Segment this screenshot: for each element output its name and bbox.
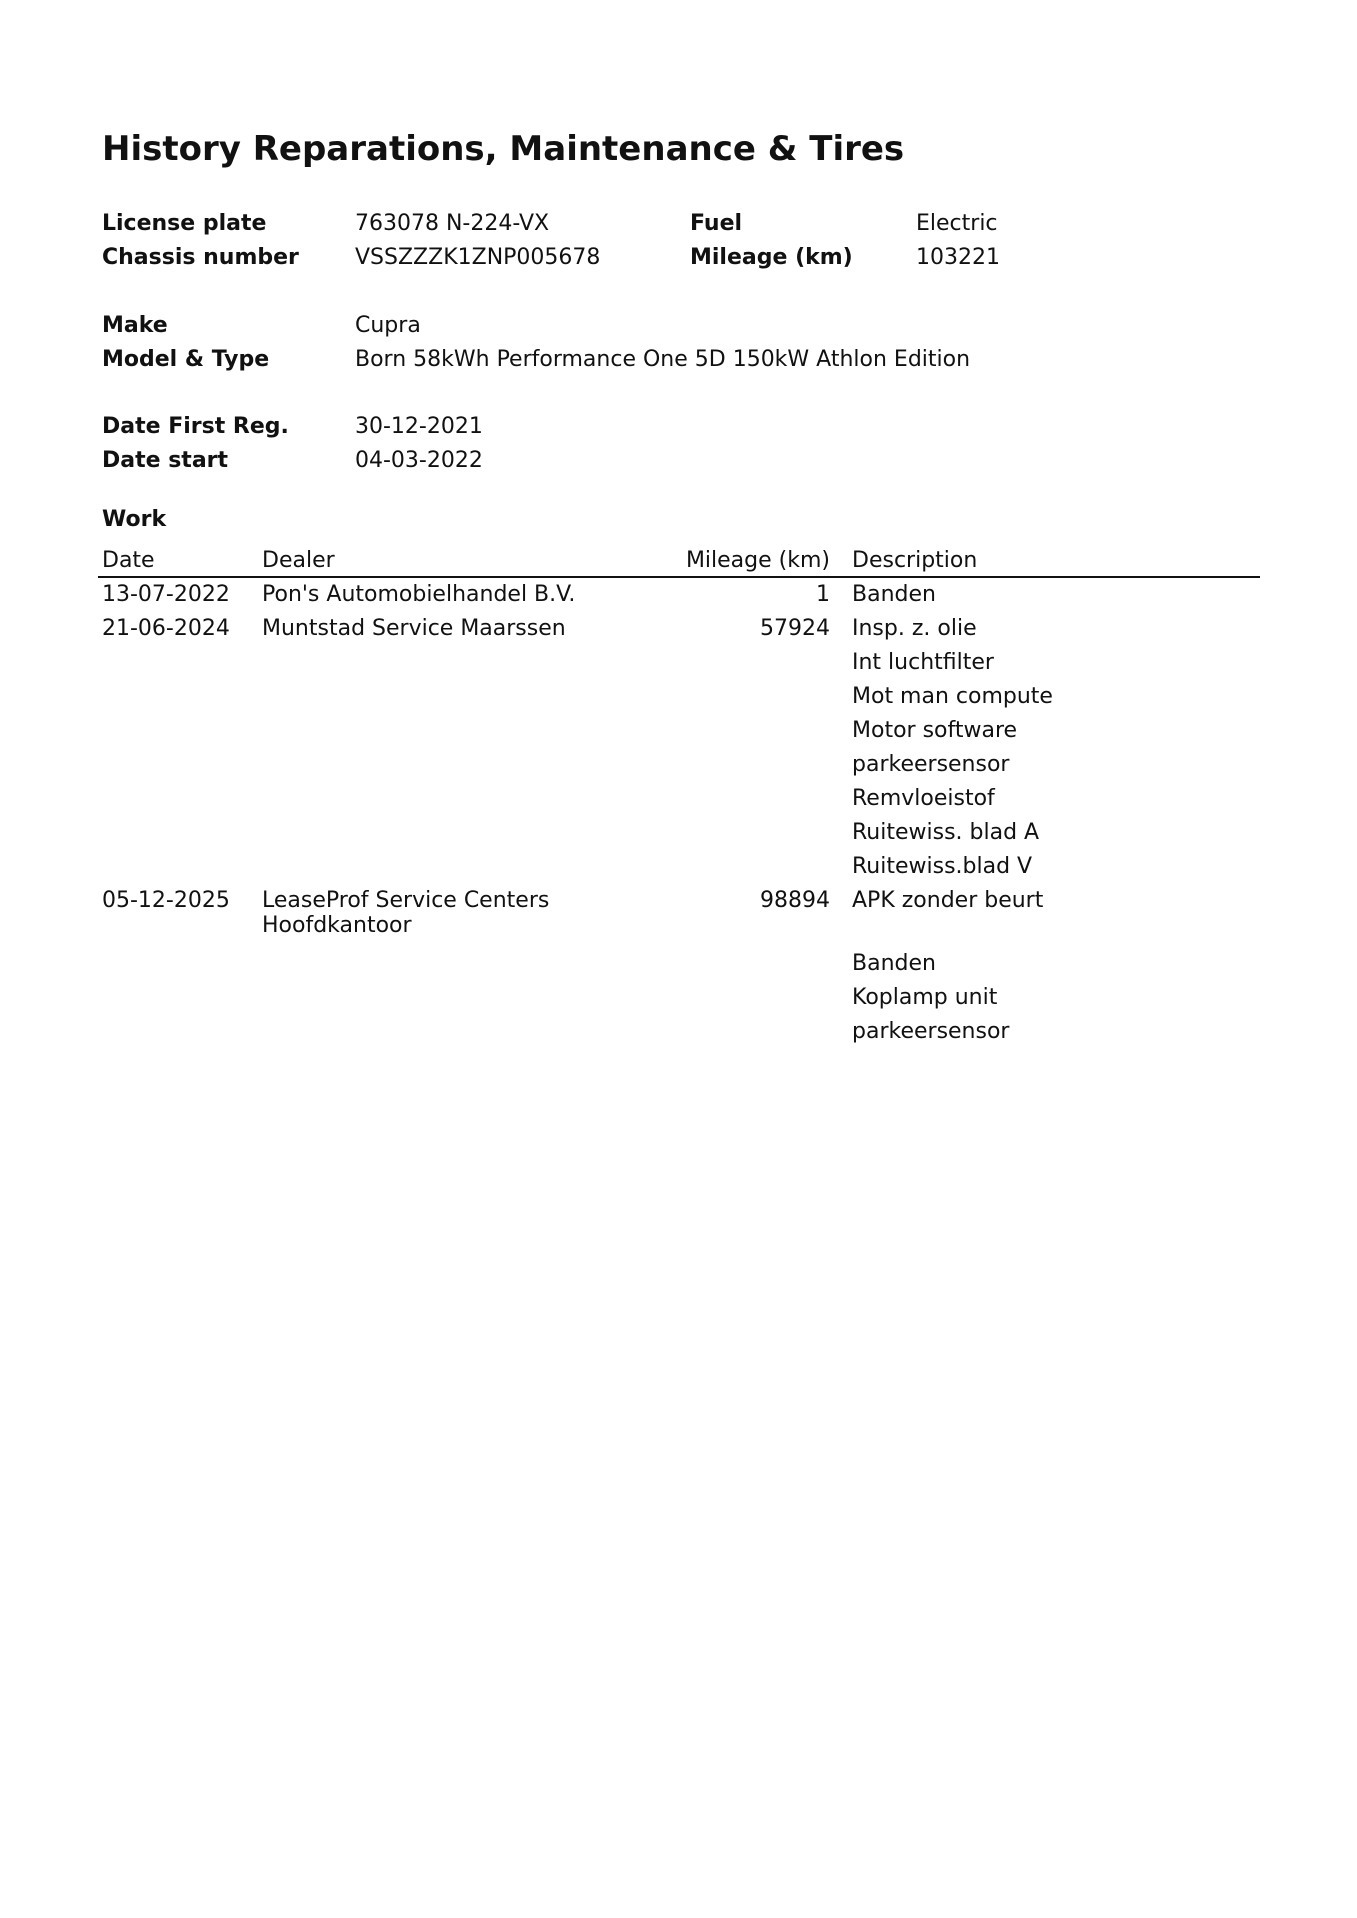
chassis-number-value: VSSZZZK1ZNP005678 <box>355 245 601 270</box>
fuel-label: Fuel <box>690 211 743 236</box>
row-2-description-6: Remvloeistof <box>852 786 995 811</box>
row-1-dealer: Pon's Automobielhandel B.V. <box>262 582 576 607</box>
license-plate-label: License plate <box>102 211 267 236</box>
license-plate-value: 763078 N-224-VX <box>355 211 550 236</box>
column-header-mileage: Mileage (km) <box>685 548 830 573</box>
row-1-date: 13-07-2022 <box>102 582 230 607</box>
mileage-label: Mileage (km) <box>690 245 853 270</box>
date-start-label: Date start <box>102 448 229 473</box>
work-heading: Work <box>102 507 167 532</box>
make-value: Cupra <box>355 313 421 338</box>
row-2-description-2: Int luchtfilter <box>852 650 994 675</box>
row-2-description-7: Ruitewiss. blad A <box>852 820 1040 845</box>
make-label: Make <box>102 313 168 338</box>
column-header-date: Date <box>102 548 155 573</box>
row-2-mileage: 57924 <box>760 616 830 641</box>
row-3-description-3: Koplamp unit <box>852 985 998 1010</box>
row-2-description: Insp. z. olie <box>852 616 977 641</box>
row-2-description-4: Motor software <box>852 718 1018 743</box>
row-3-dealer-line-2: Hoofdkantoor <box>262 913 412 938</box>
model-type-label: Model & Type <box>102 347 270 372</box>
row-3-dealer: LeaseProf Service Centers <box>262 888 550 913</box>
row-3-description-4: parkeersensor <box>852 1019 1010 1044</box>
row-2-dealer: Muntstad Service Maarssen <box>262 616 566 641</box>
fuel-value: Electric <box>916 211 998 236</box>
table-header-divider <box>98 576 1260 578</box>
row-2-description-8: Ruitewiss.blad V <box>852 854 1033 879</box>
row-3-mileage: 98894 <box>760 888 830 913</box>
date-first-reg-label: Date First Reg. <box>102 414 289 439</box>
page-title: History Reparations, Maintenance & Tires <box>102 129 905 169</box>
row-3-description: APK zonder beurt <box>852 888 1044 913</box>
mileage-value: 103221 <box>916 245 1000 270</box>
model-type-value: Born 58kWh Performance One 5D 150kW Athlon Edition <box>355 347 971 372</box>
chassis-number-label: Chassis number <box>102 245 299 270</box>
row-1-description: Banden <box>852 582 936 607</box>
row-2-description-3: Mot man compute <box>852 684 1053 709</box>
row-3-date: 05-12-2025 <box>102 888 230 913</box>
date-start-value: 04-03-2022 <box>355 448 483 473</box>
row-3-description-2: Banden <box>852 951 936 976</box>
date-first-reg-value: 30-12-2021 <box>355 414 483 439</box>
row-1-mileage: 1 <box>816 582 830 607</box>
column-header-description: Description <box>852 548 978 573</box>
row-2-description-5: parkeersensor <box>852 752 1010 777</box>
row-2-date: 21-06-2024 <box>102 616 230 641</box>
column-header-dealer: Dealer <box>262 548 335 573</box>
